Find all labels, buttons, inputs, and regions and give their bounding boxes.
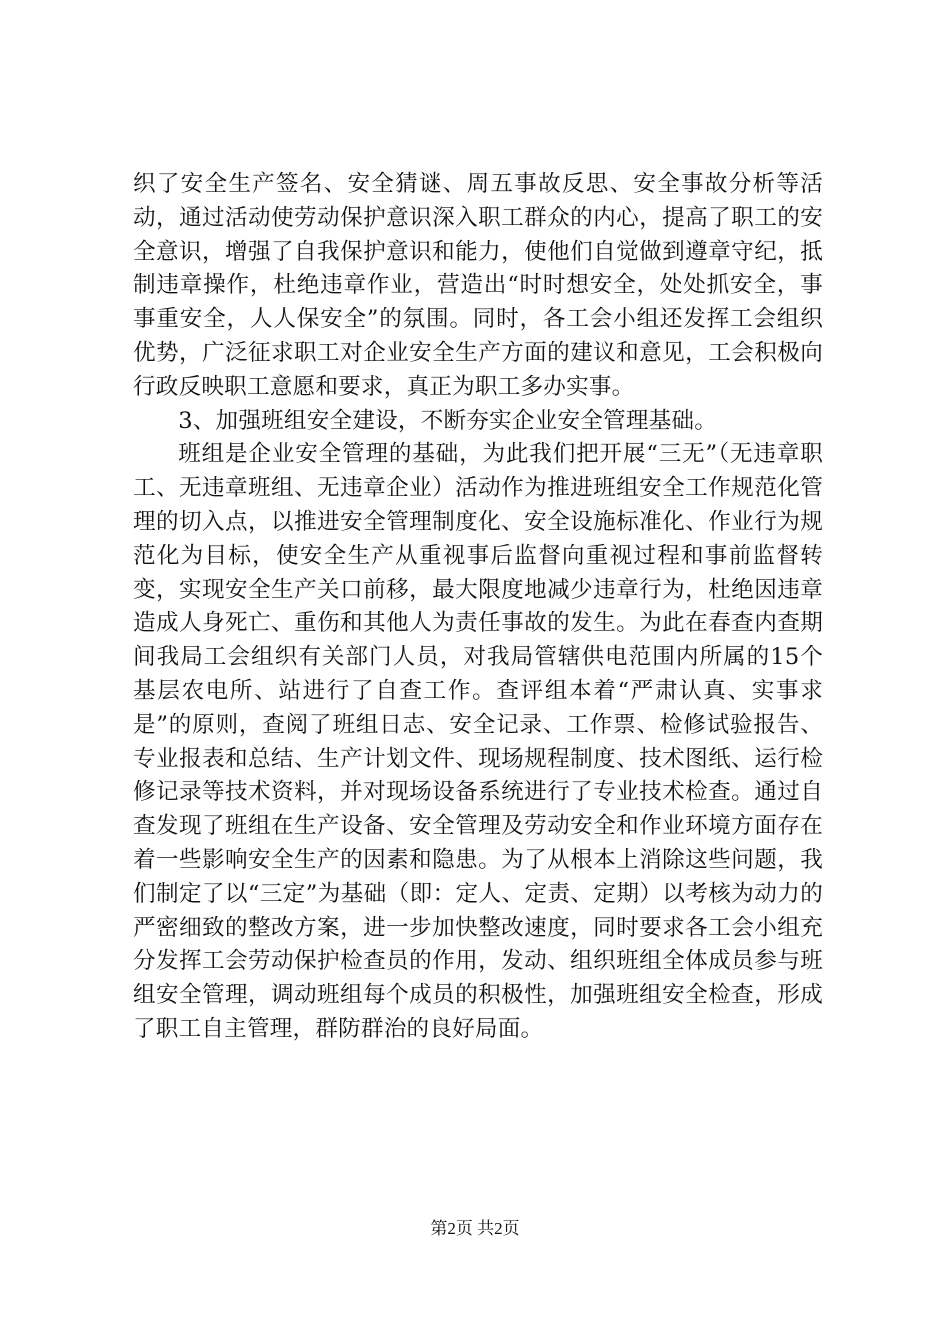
document-body xyxy=(133,168,823,1047)
paragraph-continuation: 织了安全生产签名、安全猜谜、周五事故反思、安全事故分析等活动，通过活动使劳动保护意识深入职工群众的内心，提高了职工的安全意识，增强了自我保护意识和能力，使他们自觉做到遵章守纪，抵制违章操作，杜绝违章作业，营造出“时时想安全，处处抓安全，事事重安全，人人保安全”的氛围。同时，各工会小组还发挥工会组织优势，广泛征求职工对企业安全生产方面的建议和意见，工会积极向行政反映职工意愿和要求，真正为职工多办实事。 xyxy=(133,171,823,400)
section-heading-3: 3、加强班组安全建设，不断夯实企业安全管理基础。 xyxy=(178,407,718,434)
page-number-footer: 第2页 共2页 xyxy=(430,1219,520,1238)
paragraph-team-safety: 班组是企业安全管理的基础，为此我们把开展“三无”（无违章职工、无违章班组、无违章企业）活动作为推进班组安全工作规范化管理的切入点，以推进安全管理制度化、安全设施标准化、作业行为规范化为目标，使安全生产从重视事后监督向重视过程和事前监督转变，实现安全生产关口前移，最大限度地减少违章行为，杜绝因违章造成人身死亡、重伤和其他人为责任事故的发生。为此在春查内查期间我局工会组织有关部门人员，对我局管辖供电范围内所属的15个基层农电所、站进行了自查工作。查评组本着“严肃认真、实事求是”的原则，查阅了班组日志、安全记录、工作票、检修试验报告、专业报表和总结、生产计划文件、现场规程制度、技术图纸、运行检修记录等技术资料，并对现场设备系统进行了专业技术检查。通过自查发现了班组在生产设备、安全管理及劳动安全和作业环境方面存在着一些影响安全生产的因素和隐患。为了从根本上消除这些问题，我们制定了以“三定”为基础（即：定人、定责、定期）以考核为动力的严密细致的整改方案，进一步加快整改速度，同时要求各工会小组充分发挥工会劳动保护检查员的作用，发动、组织班组全体成员参与班组安全管理，调动班组每个成员的积极性，加强班组安全检查，形成了职工自主管理，群防群治的良好局面。 xyxy=(133,441,823,1042)
